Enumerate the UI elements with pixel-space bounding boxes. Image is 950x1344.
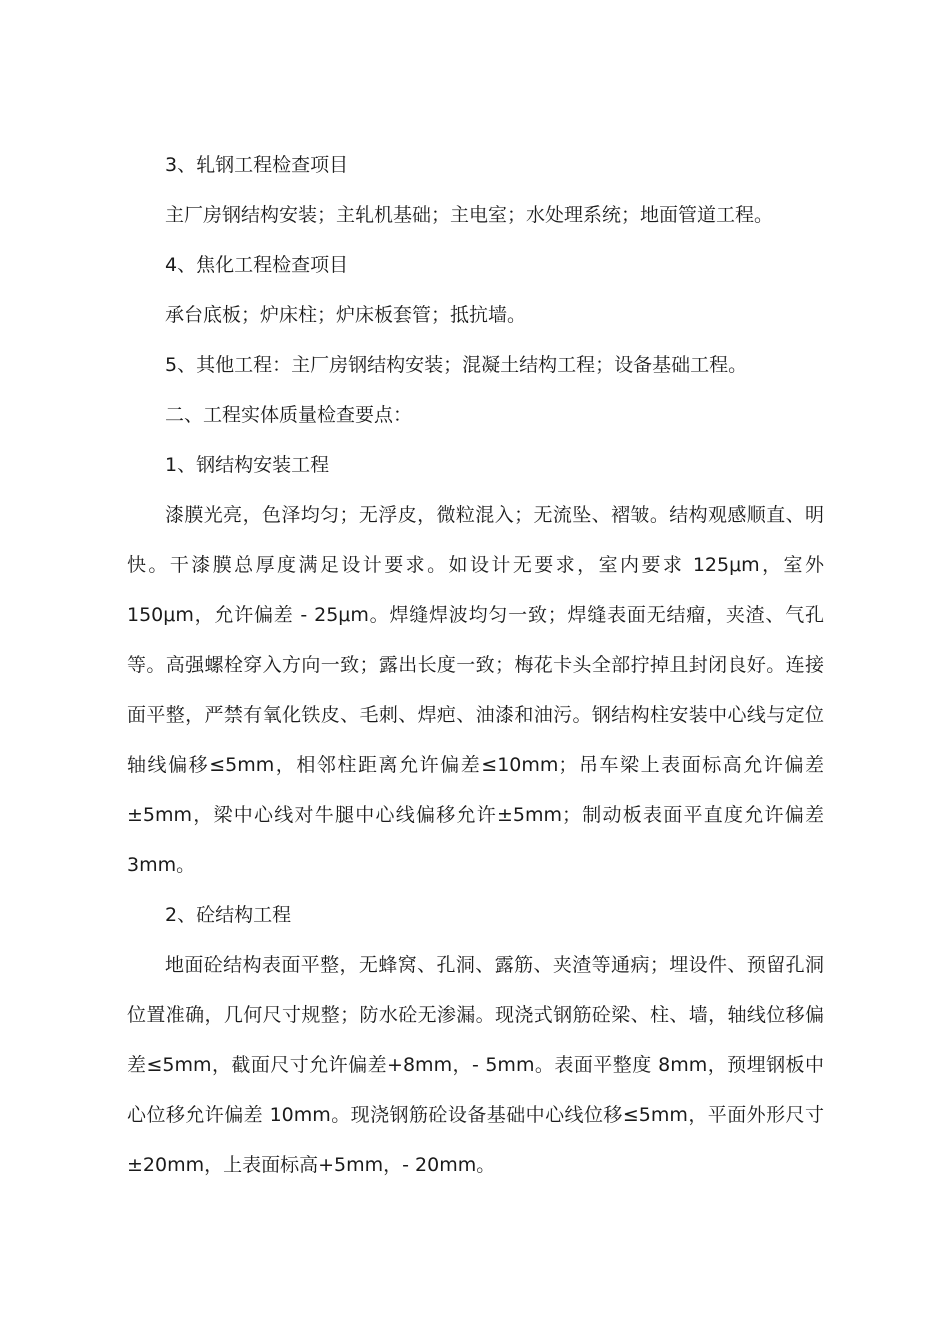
heading-concrete-structure: 2、砼结构工程: [165, 904, 292, 926]
heading-steel-structure: 1、钢结构安装工程: [165, 454, 330, 476]
document-body: [127, 140, 824, 1190]
section-heading-quality-points: 二、工程实体质量检查要点：: [165, 404, 413, 426]
other-works-text: 5、其他工程：主厂房钢结构安装；混凝土结构工程；设备基础工程。: [165, 354, 748, 376]
heading-rolling-steel-items: 3、轧钢工程检查项目: [165, 154, 349, 176]
heading-coking-items: 4、焦化工程检查项目: [165, 254, 349, 276]
rolling-steel-items-text: 主厂房钢结构安装；主轧机基础；主电室；水处理系统；地面管道工程。: [165, 204, 774, 226]
concrete-structure-text: 地面砼结构表面平整，无蜂窝、孔洞、露筋、夹渣等通病；埋设件、预留孔洞位置准确，几何尺寸规整；防水砼无渗漏。现浇式钢筋砼梁、柱、墙，轴线位移偏差≤5mm，截面尺寸允许偏差+8mm，- 5mm。表面平整度 8mm，预埋钢板中心位移允许偏差 10mm。现浇钢筋砼设备基础中心线位移≤5mm，平面外形尺寸±20mm，上表面标高+5mm，- 20mm。: [127, 954, 824, 1176]
steel-structure-text: 漆膜光亮，色泽均匀；无浮皮，微粒混入；无流坠、褶皱。结构观感顺直、明快。干漆膜总厚度满足设计要求。如设计无要求，室内要求 125μm，室外 150μm，允许偏差 - 25μm。焊缝焊波均匀一致；焊缝表面无结瘤，夹渣、气孔等。高强螺栓穿入方向一致；露出长度一致；梅花卡头全部拧掉且封闭良好。连接面平整，严禁有氧化铁皮、毛刺、焊疤、油漆和油污。钢结构柱安装中心线与定位轴线偏移≤5mm，相邻柱距离允许偏差≤10mm；吊车梁上表面标高允许偏差±5mm，梁中心线对牛腿中心线偏移允许±5mm；制动板表面平直度允许偏差3mm。: [127, 504, 824, 876]
coking-items-text: 承台底板；炉床柱；炉床板套管；抵抗墙。: [165, 304, 527, 326]
